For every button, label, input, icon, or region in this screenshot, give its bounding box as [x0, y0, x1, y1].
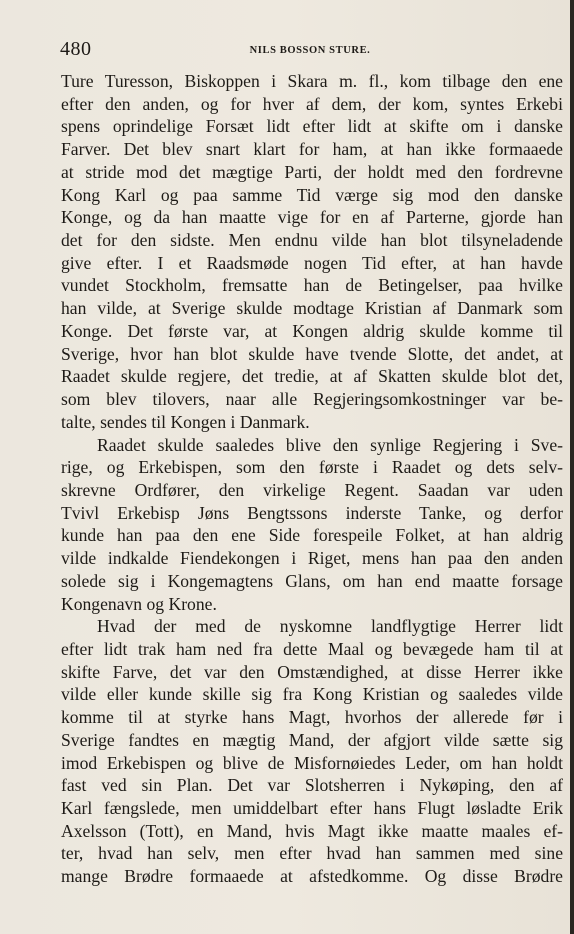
text-line: skrevne Ordfører, den virkelige Regent. Saadan var uden: [61, 479, 563, 500]
text-line: Axelsson (Tott), en Mand, hvis Magt ikke maatte maales ef-: [61, 820, 563, 841]
text-line: efter den anden, og for hver af dem, der kom, syntes Erkebi: [61, 93, 563, 114]
text-line: Karl fængslede, men umiddelbart efter hans Flugt løsladte Erik: [61, 798, 563, 818]
text-line: Hvad der med de nyskomne landflygtige Herrer lidt: [97, 616, 563, 637]
text-line: solede sig i Kongemagtens Glans, om han end maatte forsage: [61, 570, 563, 591]
text-line: Konge. Det første var, at Kongen aldrig skulde komme til: [61, 320, 563, 341]
text-line: vundet Stockholm, fremsatte han de Betingelser, paa hvilke: [61, 275, 563, 296]
text-line: han vilde, at Sverige skulde modtage Kristian af Danmark som: [61, 298, 563, 319]
text-line: Raadet skulde regjere, det tredie, at af Skatten skulde blot det,: [61, 366, 563, 387]
text-line: det for den sidste. Men endnu vilde han blot tilsyneladende: [61, 230, 563, 251]
text-line: spens oprindelige Forsæt lidt efter lidt at skifte om i danske: [61, 116, 563, 137]
page-number: 480: [60, 38, 92, 60]
text-line: som blev tilovers, naar alle Regjeringsomkostninger var be-: [61, 389, 563, 410]
text-line: Tvivl Erkebisp Jøns Bengtssons inderste Tanke, og derfor: [61, 502, 563, 523]
text-line: imod Erkebispen og blive de Misfornøiedes Leder, om han holdt: [61, 752, 563, 773]
text-line: at stride mod det mægtige Parti, der holdt med den fordrevne: [61, 161, 563, 182]
text-line: Ture Turesson, Biskoppen i Skara m. fl., kom tilbage den ene: [61, 71, 563, 91]
body-text: [61, 70, 563, 888]
text-line: Farver. Det blev snart klart for ham, at han ikke formaaede: [61, 139, 563, 160]
running-title: NILS BOSSON STURE.: [249, 45, 371, 56]
text-line: vilde indkalde Fiendekongen i Riget, mens han paa den anden: [61, 548, 563, 569]
text-line: talte, sendes til Kongen i Danmark.: [61, 411, 310, 432]
text-line: give efter. I et Raadsmøde nogen Tid efter, at han havde: [61, 252, 563, 273]
text-line: Kongenavn og Krone.: [61, 593, 217, 614]
text-line: fast ved sin Plan. Det var Slotsherren i Nykøping, den af: [61, 775, 563, 796]
text-line: ter, hvad han selv, men efter hvad han sammen med sine: [61, 843, 563, 864]
page-header: [60, 38, 560, 64]
text-line: mange Brødre formaaede at afstedkomme. Og disse Brødre: [61, 866, 563, 887]
text-line: Sverige, hvor han blot skulde have tvende Slotte, det andet, at: [61, 343, 563, 364]
text-line: Raadet skulde saaledes blive den synlige Regjering i Sve-: [97, 434, 563, 455]
page-edge: [570, 0, 574, 934]
text-line: Konge, og da han maatte vige for en af Parterne, gjorde han: [61, 207, 563, 228]
text-line: Sverige fandtes en mægtig Mand, der afgjort vilde sætte sig: [61, 729, 563, 750]
text-line: komme til at styrke hans Magt, hvorhos der allerede før i: [61, 707, 563, 728]
text-line: vilde eller kunde skille sig fra Kong Kristian og saaledes vilde: [61, 684, 563, 705]
text-line: skifte Farve, det var den Omstændighed, at disse Herrer ikke: [61, 661, 563, 682]
text-line: rige, og Erkebispen, som den første i Raadet og dets selv-: [61, 457, 563, 478]
text-line: kunde han paa den ene Side forespeile Folket, at han aldrig: [61, 525, 563, 546]
text-line: Kong Karl og paa samme Tid værge sig mod den danske: [61, 184, 563, 205]
text-line: efter lidt trak ham ned fra dette Maal og bevægede ham til at: [61, 638, 563, 659]
